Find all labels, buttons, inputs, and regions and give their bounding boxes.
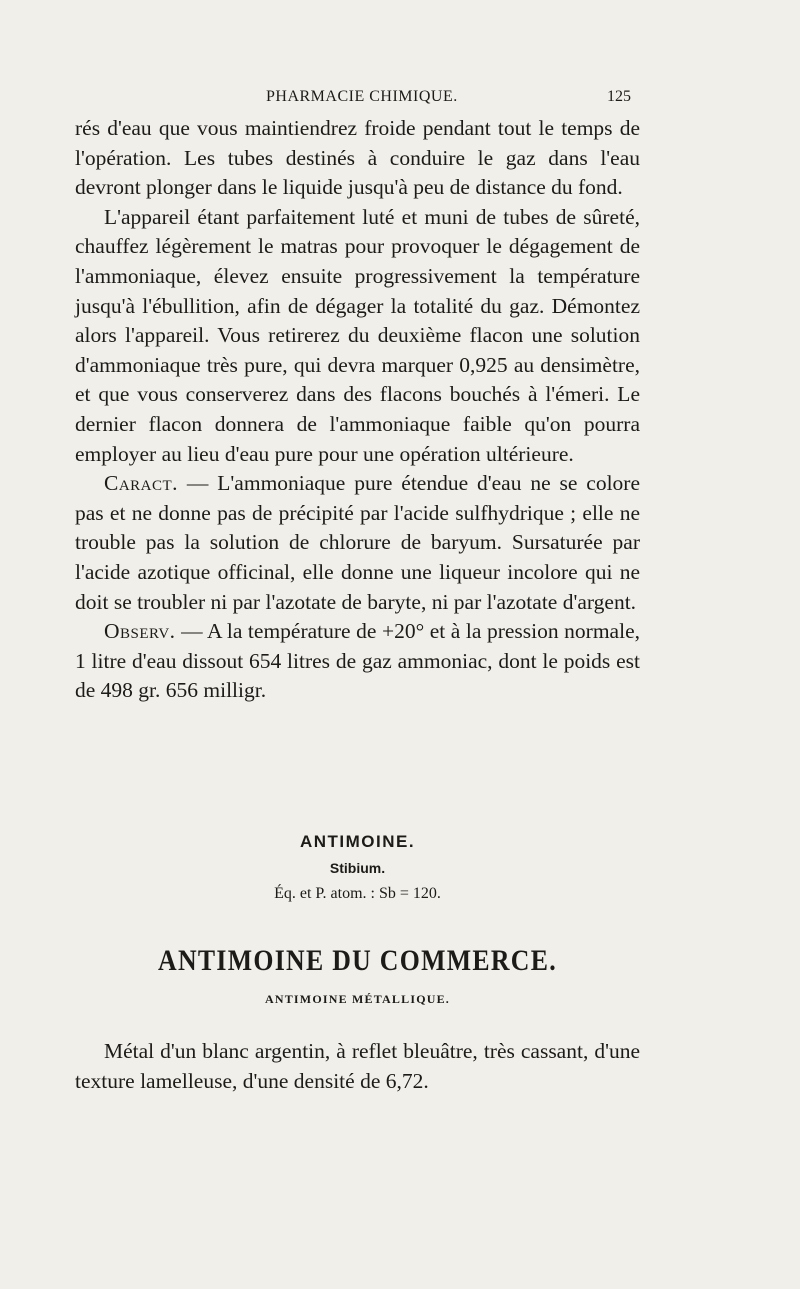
paragraph-observation (75, 617, 640, 706)
body-text (75, 114, 640, 706)
running-title: PHARMACIE CHIMIQUE. (266, 88, 458, 105)
paragraph-continuation: rés d'eau que vous maintiendrez froide pendant tout le temps de l'opération. Les tubes destinés à conduire le gaz dans l'eau devront plonger dans le liquide jusqu'à peu de distance du fond. (75, 116, 640, 200)
closing-text (75, 1037, 640, 1096)
characteristics-lead: Caract. (104, 471, 179, 496)
paragraph-description: Métal d'un blanc argentin, à reflet bleuâtre, très cassant, d'une texture lamelleuse, d'une densité de 6,72. (75, 1039, 640, 1093)
observation-text: — A la température de +20° et à la pression normale, 1 litre d'eau dissout 654 litres de gaz ammoniac, dont le poids est de 498 gr. 656 milligr. (75, 619, 640, 703)
subsection-subtitle: ANTIMOINE MÉTALLIQUE. (265, 992, 450, 1006)
characteristics-text: — L'ammoniaque pure étendue d'eau ne se colore pas et ne donne pas de précipité par l'acide sulfhydrique ; elle ne trouble pas la solution de chlorure de baryum. Sursaturée par l'acide azotique officinal, elle donne une liqueur incolore qui ne doit se troubler ni par l'azotate de baryte, ni par l'azotate d'argent. (75, 471, 640, 614)
paragraph-apparatus: L'appareil étant parfaitement luté et muni de tubes de sûreté, chauffez légèrement le matras pour provoquer le dégagement de l'ammoniaque, élevez ensuite progressivement la température jusqu'à l'ébullition, afin de dégager la totalité du gaz. Démontez alors l'appareil. Vous retirerez du deuxième flacon une solution d'ammoniaque très pure, qui devra marquer 0,925 au densimètre, et que vous conserverez dans des flacons bouchés à l'émeri. Le dernier flacon donnera de l'ammoniaque faible qu'on pourra employer au lieu d'eau pure pour une opération ultérieure. (75, 204, 640, 466)
section-equivalent: Éq. et P. atom. : Sb = 120. (274, 885, 441, 902)
paragraph-characteristics (75, 469, 640, 617)
page-header (0, 88, 800, 112)
observation-lead: Observ. (104, 619, 176, 644)
subsection-title: ANTIMOINE DU COMMERCE. (158, 944, 557, 977)
section-title: ANTIMOINE. (299, 832, 416, 851)
section-latin-name: Stibium. (329, 860, 386, 876)
page-number: 125 (607, 88, 631, 105)
